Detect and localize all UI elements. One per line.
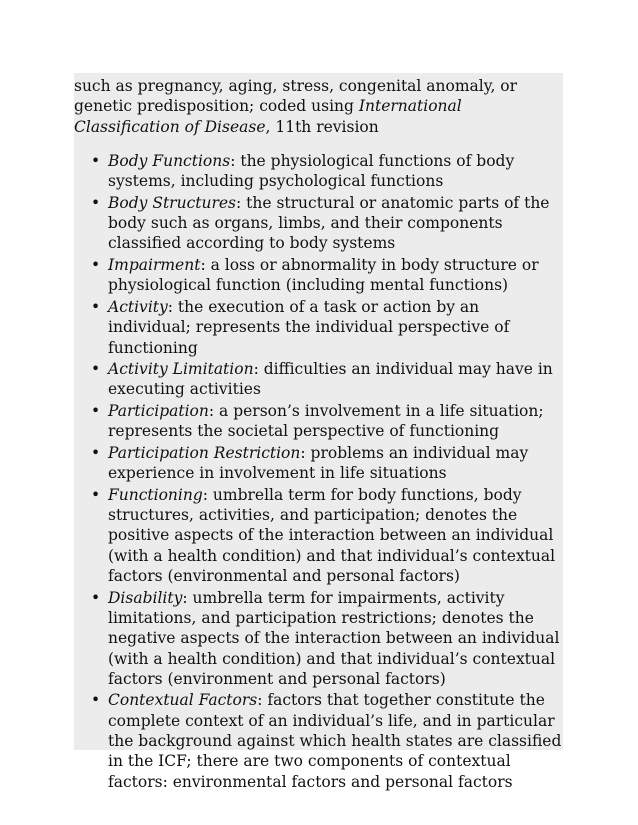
- intro-text: such as pregnancy, aging, stress, congenital anomaly, or genetic predisposition; coded using: [74, 77, 518, 116]
- definition-term: Participation: [108, 402, 209, 421]
- bullet-icon: •: [91, 402, 101, 421]
- list-item: [88, 255, 562, 296]
- bullet-icon: •: [91, 152, 101, 170]
- list-item: [88, 151, 562, 192]
- list-item: [88, 588, 562, 689]
- definition-text: : the structural or anatomic parts of the body such as organs, limbs, and their components classified according to body systems: [108, 193, 550, 253]
- definition-text: : a person’s involvement in a life situation; represents the societal perspective of functioning: [108, 402, 544, 441]
- bullet-icon: •: [91, 443, 101, 462]
- definition-text: : difficulties an individual may have in executing activities: [108, 360, 553, 399]
- definition-text: : umbrella term for body functions, body structures, activities, and participation; denotes the positive aspects of the interaction between an individual (with a health condition) and that individual’s contextual factors (environmental and personal factors): [108, 485, 556, 586]
- definition-term: Participation Restriction: [108, 443, 301, 462]
- list-item: [88, 485, 562, 586]
- definition-term: Body Functions: [108, 152, 231, 170]
- definition-term: Functioning: [108, 485, 203, 504]
- list-item: [88, 193, 562, 254]
- list-item: [88, 401, 562, 442]
- intro-text-end: , 11th revision: [265, 117, 379, 136]
- definition-text: : umbrella term for impairments, activity limitations, and participation restrictions; denotes the negative aspects of the interaction between an individual (with a health condition) and that individual’s contextual factors (environment and personal factors): [108, 588, 560, 688]
- definition-term: Contextual Factors: [108, 691, 258, 710]
- definition-text: : factors that together constitute the complete context of an individual’s life, and in particular the background against which health states are classified in the ICF; there are two components of contextual factors: environmental factors and personal factors: [108, 691, 562, 791]
- list-item: [88, 443, 562, 484]
- definition-text: : the physiological functions of body systems, including psychological functions: [108, 152, 515, 191]
- bullet-icon: •: [91, 193, 101, 212]
- list-item: [88, 359, 562, 400]
- definition-term: Activity: [108, 297, 168, 316]
- list-item: [88, 297, 562, 358]
- bullet-icon: •: [91, 360, 101, 379]
- bullet-icon: •: [91, 485, 101, 504]
- definition-term: Activity Limitation: [108, 360, 254, 379]
- definition-text: : the execution of a task or action by an individual; represents the individual perspective of functioning: [108, 297, 510, 357]
- definition-text: : problems an individual may experience in involvement in life situations: [108, 443, 529, 483]
- intro-paragraph: [74, 76, 563, 137]
- definition-text: : a loss or abnormality in body structure or physiological function (including mental functions): [108, 256, 539, 295]
- definition-list: [88, 151, 562, 793]
- list-item: [88, 690, 562, 791]
- definition-term: Body Structures: [108, 193, 236, 212]
- definition-term: Impairment: [108, 256, 201, 275]
- bullet-icon: •: [91, 588, 101, 607]
- definition-term: Disability: [108, 588, 183, 607]
- icd-citation: International Classification of Disease: [74, 97, 462, 136]
- bullet-icon: •: [91, 691, 101, 710]
- bullet-icon: •: [91, 297, 101, 316]
- bullet-icon: •: [91, 256, 101, 275]
